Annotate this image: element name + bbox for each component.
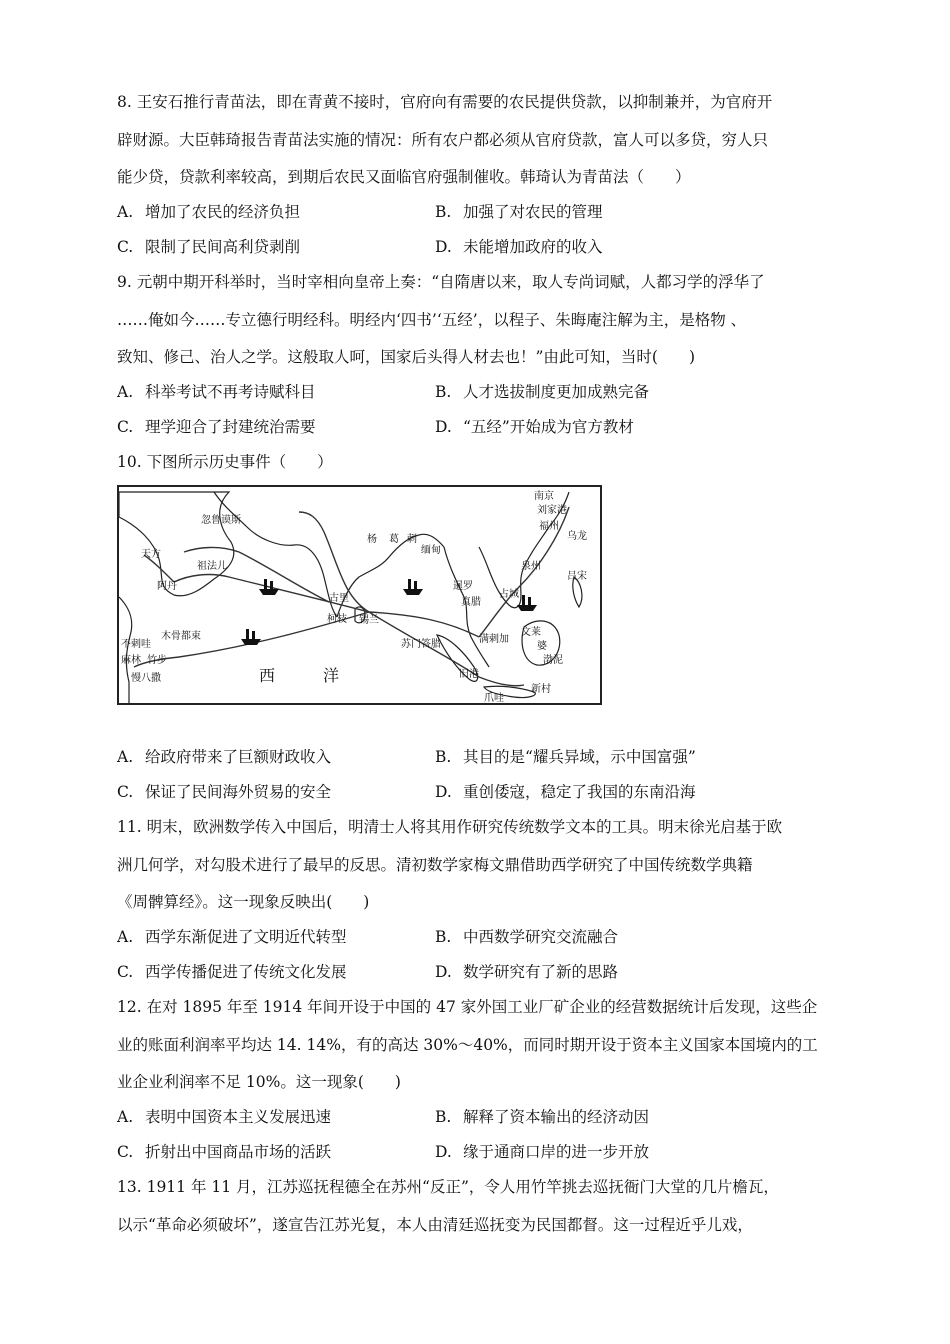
option-key: C. [117,238,134,256]
option-key: A. [117,1108,134,1126]
q11-option-a[interactable] [117,925,347,947]
place-label: 慢八撒 [131,673,161,684]
place-label: 阿丹 [157,581,177,592]
place-label: 祖法儿 [197,561,227,572]
q10-line-1: 10. 下图所示历史事件（ ） [117,453,333,471]
q9-line-2: ……俺如今……专立德行明经科。明经内‘四书’‘五经’，以程子、朱晦庵注解为主，是格物 、 [117,311,747,329]
place-label: 古里 [329,593,349,604]
place-label: 福州 [539,521,559,532]
q9-line-1: 9. 元朝中期开科举时，当时宰相向皇帝上奏：“自隋唐以来，取人专尚词赋，人都习学的浮华了 [117,273,765,291]
sea-label: 西 洋 [259,666,340,685]
q11-line-1: 11. 明末，欧洲数学传入中国后，明清士人将其用作研究传统数学文本的工具。明末徐光启基于欧 [117,818,783,836]
q12-option-c[interactable] [117,1140,331,1162]
persian-gulf-coast [214,492,337,617]
q8-option-c[interactable] [117,235,300,257]
q9-option-a[interactable] [117,380,316,402]
place-label: 剌 [407,534,417,545]
option-text: “五经”开始成为官方教材 [463,418,634,436]
option-key: C. [117,1143,134,1161]
q11-option-b[interactable] [435,925,618,947]
option-key: B. [435,928,452,946]
place-label: 竹步 [147,655,167,666]
q9-line-3: 致知、修己、治人之学。这般取人呵，国家后头得人材去也！”由此可知，当时( ) [117,348,696,366]
place-label: 新村 [531,684,551,695]
place-label: 南京 [534,491,554,502]
place-label: 缅甸 [421,545,441,556]
option-key: C. [117,418,134,436]
option-text: 解释了资本输出的经济动因 [463,1108,650,1126]
option-text: 保证了民间海外贸易的安全 [145,783,332,801]
q12-option-a[interactable] [117,1105,331,1127]
place-label: 乌龙 [567,531,587,542]
q12-line-1: 12. 在对 1895 年至 1914 年间开设于中国的 47 家外国工业厂矿企业的经营数据统计后发现，这些企 [117,998,818,1016]
q10-option-a[interactable] [117,745,331,767]
option-key: B. [435,748,452,766]
q8-option-d[interactable] [435,235,603,257]
q11-option-c[interactable] [117,960,347,982]
place-label: 占城 [499,589,519,600]
option-text: 表明中国资本主义发展迅速 [145,1108,332,1126]
map-svg [119,487,600,703]
place-label: 苏门答腊 [401,639,441,650]
q11-line-2: 洲几何学，对勾股术进行了最早的反思。清初数学家梅文鼎借助西学研究了中国传统数学典籍 [117,856,753,874]
option-key: B. [435,203,452,221]
option-key: D. [435,783,452,801]
option-text: 加强了对农民的管理 [463,203,603,221]
ship-icon [241,629,261,645]
q10-option-d[interactable] [435,780,696,802]
q8-line-3: 能少贷，贷款利率较高，到期后农民又面临官府强制催收。韩琦认为青苗法（ ） [117,168,691,186]
option-text: 重创倭寇，稳定了我国的东南沿海 [463,783,696,801]
option-text: 西学东渐促进了文明近代转型 [145,928,347,946]
q12-option-b[interactable] [435,1105,649,1127]
place-label: 锡兰 [359,615,379,626]
option-text: 给政府带来了巨额财政收入 [145,748,332,766]
africa-coast [119,597,132,703]
option-key: D. [435,418,452,436]
option-text: 理学迎合了封建统治需要 [145,418,316,436]
q8-option-b[interactable] [435,200,603,222]
option-key: B. [435,1108,452,1126]
q13-line-1: 13. 1911 年 11 月，江苏巡抚程德全在苏州“反正”，令人用竹竿挑去巡抚衙门大堂的几片檐瓦， [117,1178,779,1196]
place-label: 渤泥 [543,655,563,666]
place-label: 暹罗 [453,581,473,592]
option-text: 增加了农民的经济负担 [145,203,301,221]
place-label: 旧港 [459,669,479,680]
option-text: 中西数学研究交流融合 [463,928,619,946]
q8-line-1: 8. 王安石推行青苗法，即在青黄不接时，官府向有需要的农民提供贷款，以抑制兼并，为官府开 [117,93,773,111]
place-label: 天方 [141,549,161,560]
option-text: 未能增加政府的收入 [463,238,603,256]
q10-option-c[interactable] [117,780,331,802]
option-text: 西学传播促进了传统文化发展 [145,963,347,981]
option-text: 科举考试不再考诗赋科目 [145,383,316,401]
place-label: 爪哇 [484,693,504,703]
q12-line-2: 业的账面利润率平均达 14. 14%，有的高达 30%～40%，而同时期开设于资本主义国家本国境内的工 [117,1036,818,1054]
place-label: 柯枝 [327,614,347,625]
place-label: 不剌哇 [121,639,151,650]
option-text: 其目的是“耀兵异域，示中国富强” [463,748,696,766]
option-text: 数学研究有了新的思路 [463,963,619,981]
place-label: 杨 [367,534,377,545]
q9-option-d[interactable] [435,415,634,437]
option-key: D. [435,1143,452,1161]
q9-option-b[interactable] [435,380,649,402]
place-label: 吕宋 [567,571,587,582]
place-label: 葛 [389,534,399,545]
place-label: 刘家港 [537,505,567,516]
option-text: 限制了民间高利贷剥削 [145,238,301,256]
option-text: 缘于通商口岸的进一步开放 [463,1143,650,1161]
q12-option-d[interactable] [435,1140,649,1162]
q10-option-b[interactable] [435,745,696,767]
place-label: 麻林 [121,655,141,666]
option-key: D. [435,963,452,981]
place-label: 文莱 [521,627,541,638]
place-label: 婆 [537,641,547,652]
option-key: A. [117,203,134,221]
place-label: 泉州 [521,561,541,572]
place-label: 满剌加 [479,634,509,645]
option-key: A. [117,383,134,401]
q12-line-3: 业企业利润率不足 10%。这一现象( ) [117,1073,401,1091]
q11-option-d[interactable] [435,960,618,982]
place-label: 忽鲁谟斯 [201,515,241,526]
option-key: C. [117,783,134,801]
q8-line-2: 辟财源。大臣韩琦报告青苗法实施的情况：所有农户都必须从官府贷款，富人可以多贷，穷人只 [117,131,769,149]
option-text: 折射出中国商品市场的活跃 [145,1143,332,1161]
place-label: 木骨都束 [161,631,201,642]
place-label: 真腊 [461,597,481,608]
q11-line-3: 《周髀算经》。这一现象反映出( ) [117,893,370,911]
option-text: 人才选拔制度更加成熟完备 [463,383,650,401]
q13-line-2: 以示“革命必须破坏”，遂宣告江苏光复，本人由清廷巡抚变为民国都督。这一过程近乎儿戏， [117,1216,753,1234]
option-key: C. [117,963,134,981]
ship-icon [403,579,423,595]
option-key: B. [435,383,452,401]
q9-option-c[interactable] [117,415,316,437]
option-key: A. [117,748,134,766]
option-key: A. [117,928,134,946]
q8-option-a[interactable] [117,200,300,222]
option-key: D. [435,238,452,256]
zheng-he-voyage-map [117,485,602,705]
